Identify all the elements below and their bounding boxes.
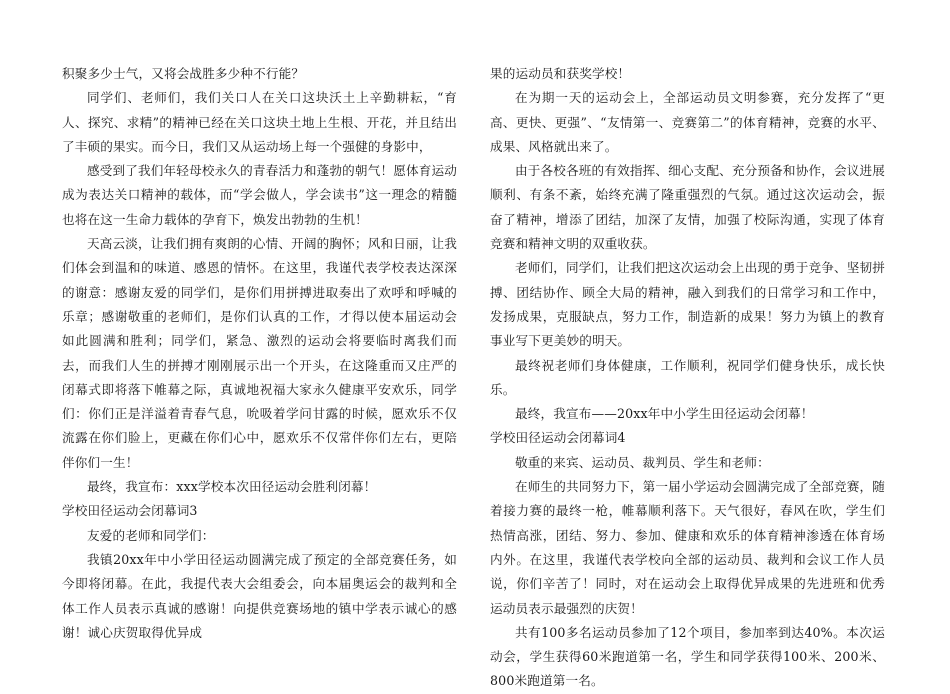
- section-heading: 学校田径运动会闭幕词4: [490, 430, 626, 446]
- paragraph: 在为期一天的运动会上，全部运动员文明参赛，充分发挥了“更高、更快、更强”、“友情第一、竞赛第二”的体育精神，竞赛的水平、成果、风格就出来了。: [490, 90, 885, 154]
- paragraph: 天高云淡，让我们拥有爽朗的心情、开阔的胸怀；风和日丽，让我们体会到温和的味道、感恩的情怀。在这里，我谨代表学校表达深深的谢意：感谢友爱的同学们，是你们用拼搏进取奏出了欢呼和呼喊的乐章；感谢敬重的老师们，是你们认真的工作，才得以使本届运动会如此圆满和胜利；同学们，紧急、激烈的运动会将要临时离我们而去，而我们人生的拼搏才刚刚展示出一个开头，在这隆重而又庄严的闭幕式即将落下帷幕之际，真诚地祝福大家永久健康平安欢乐，同学们：你们正是洋溢着青春气息，吮吸着学问甘露的时候，愿欢乐不仅流露在你们脸上，更藏在你们心中，愿欢乐不仅常伴你们左右，更陪伴你们一生！: [62, 236, 457, 470]
- paragraph: 最终，我宣布——20xx年中小学生田径运动会闭幕！: [515, 406, 814, 422]
- paragraph: 果的运动员和获奖学校！: [490, 66, 631, 81]
- paragraph: 由于各校各班的有效指挥、细心支配、充分预备和协作，会议进展顺利、有条不紊，始终充满了隆重强烈的气氛。通过这次运动会，振奋了精神，增添了团结，加深了友情，加强了校际沟通，实现了体育竞赛和精神文明的双重收获。: [490, 163, 885, 252]
- paragraph: 我镇20xx年中小学田径运动圆满完成了预定的全部竞赛任务，如今即将闭幕。在此，我提代表大会组委会，向本届奥运会的裁判和全体工作人员表示真诚的感谢！向提供竞赛场地的镇中学表示诚心的感谢！诚心庆贺取得优异成: [62, 551, 457, 640]
- paragraph: 最终祝老师们身体健康，工作顺利，祝同学们健身快乐，成长快乐。: [490, 357, 885, 397]
- left-column: [62, 62, 457, 645]
- paragraph: 共有100多名运动员参加了12个项目，参加率到达40%。本次运动会，学生获得60米跑道第一名，学生和同学获得100米、200米、800米跑道第一名。: [490, 624, 885, 689]
- paragraph: 最终，我宣布：xxx学校本次田径运动会胜利闭幕！: [87, 479, 377, 495]
- right-column: [490, 62, 885, 694]
- paragraph: 同学们、老师们，我们关口人在关口这块沃土上辛勤耕耘，“育人、探究、求精”的精神已经在关口这块土地上生根、开花，并且结出了丰硕的果实。而今日，我们又从运动场上每一个强健的身影中，: [62, 90, 457, 154]
- salutation: 友爱的老师和同学们：: [87, 527, 215, 543]
- paragraph: 在师生的共同努力下，第一届小学运动会圆满完成了全部竞赛，随着接力赛的最终一枪，帷幕顺利落下。天气很好，春风在吹，学生们热情高涨，团结、努力、参加、健康和欢乐的体育精神渗透在体育场内外。在这里，我谨代表学校向全部的运动员、裁判和会议工作人员说，你们辛苦了！同时，对在运动会上取得优异成果的先进班和优秀运动员表示最强烈的庆贺！: [490, 479, 885, 616]
- paragraph: 感受到了我们年轻母校永久的青春活力和蓬勃的朝气！愿体育运动成为表达关口精神的载体，而“学会做人，学会读书”这一理念的精髓也将在这一生命力载体的孕育下，焕发出勃勃的生机！: [62, 163, 457, 227]
- salutation: 敬重的来宾、运动员、裁判员、学生和老师：: [515, 454, 770, 470]
- paragraph: 老师们，同学们，让我们把这次运动会上出现的勇于竞争、坚韧拼搏、团结协作、顾全大局的精神，融入到我们的日常学习和工作中，发扬成果，克服缺点，努力工作，制造新的成果！努力为镇上的教育事业写下更美妙的明天。: [490, 260, 885, 349]
- paragraph: 积聚多少士气，又将会战胜多少种不行能？: [62, 66, 305, 81]
- section-heading: 学校田径运动会闭幕词3: [62, 503, 198, 519]
